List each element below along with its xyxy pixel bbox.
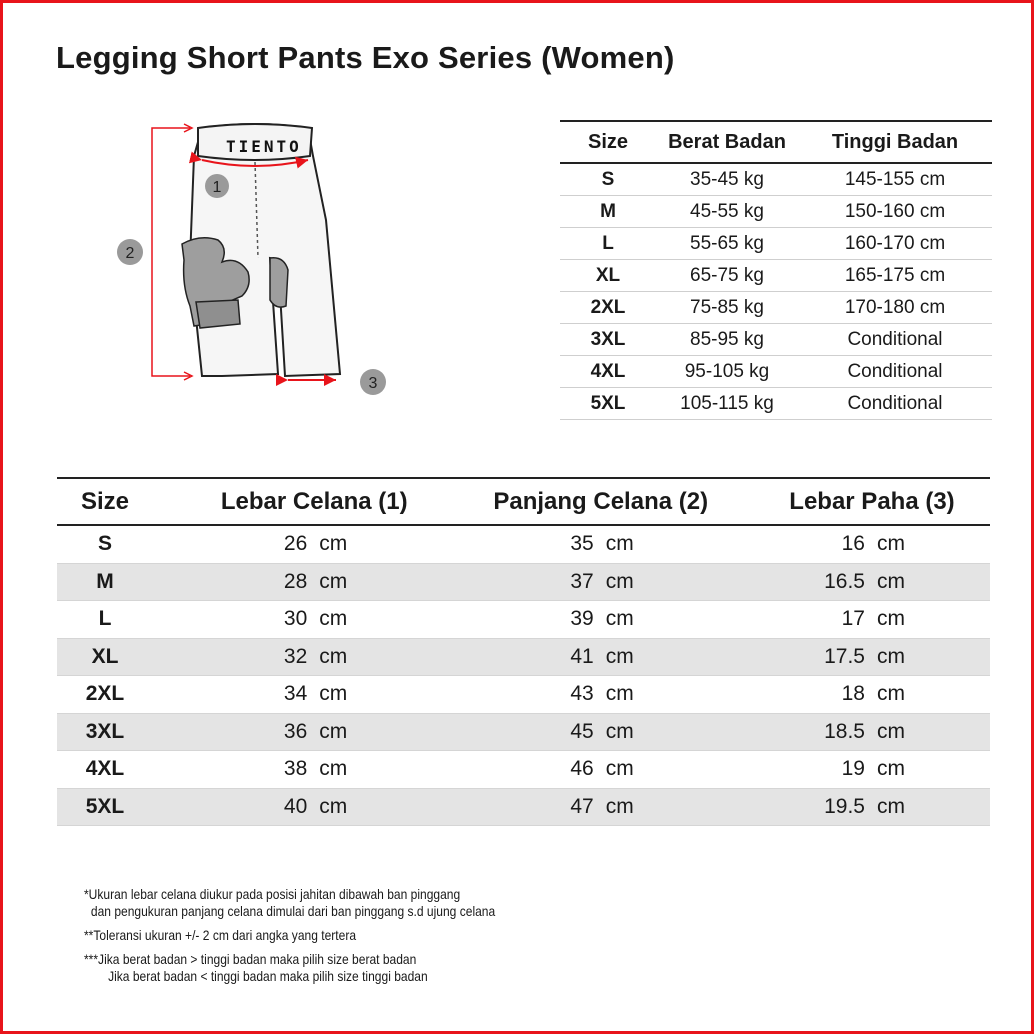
header-size: Size — [81, 487, 130, 515]
table-row: S 26 cm 35 cm 16 cm — [57, 525, 990, 563]
table-row: XL 65-75 kg 165-175 cm — [560, 260, 992, 292]
footnotes — [84, 886, 600, 992]
table-row: 3XL 36 cm 45 cm 18.5 cm — [57, 713, 990, 751]
note-measurement: *Ukuran lebar celana diukur pada posisi jahitan dibawah ban pinggang dan pengukuran panjang celana dimulai dari ban pinggang s.d ujung celana — [84, 886, 496, 919]
header-waist-width: Lebar Celana (1) — [220, 487, 408, 515]
table-row: S 35-45 kg 145-155 cm — [560, 163, 992, 196]
table-row: 5XL 40 cm 47 cm 19.5 cm — [57, 788, 990, 826]
garment-size-table — [57, 477, 990, 826]
note-size-choice: ***Jika berat badan > tinggi badan maka pilih size berat badan Jika berat badan < tinggi badan maka pilih size tinggi badan — [84, 951, 428, 984]
table-row: M 45-55 kg 150-160 cm — [560, 196, 992, 228]
shorts-diagram — [110, 110, 400, 410]
svg-text:3: 3 — [368, 375, 378, 392]
header-weight: Berat Badan — [668, 130, 786, 153]
table-row: L 30 cm 39 cm 17 cm — [57, 601, 990, 639]
header-thigh-width: Lebar Paha (3) — [789, 487, 955, 515]
table-row: M 28 cm 37 cm 16.5 cm — [57, 563, 990, 601]
svg-text:2: 2 — [125, 245, 135, 262]
brand-logo-text: TIENTO — [226, 137, 302, 156]
table-row: 5XL 105-115 kg Conditional — [560, 388, 992, 420]
header-height: Tinggi Badan — [831, 130, 959, 153]
table-row: 2XL 75-85 kg 170-180 cm — [560, 292, 992, 324]
table-row: L 55-65 kg 160-170 cm — [560, 228, 992, 260]
table-row: XL 32 cm 41 cm 17.5 cm — [57, 638, 990, 676]
table-row: 3XL 85-95 kg Conditional — [560, 324, 992, 356]
table-row: 2XL 34 cm 43 cm 18 cm — [57, 676, 990, 714]
header-size: Size — [587, 130, 629, 153]
svg-text:1: 1 — [212, 179, 222, 196]
table-row: 4XL 95-105 kg Conditional — [560, 356, 992, 388]
header-length: Panjang Celana (2) — [493, 487, 709, 515]
table-row: 4XL 38 cm 46 cm 19 cm — [57, 751, 990, 789]
note-tolerance: **Toleransi ukuran +/- 2 cm dari angka yang tertera — [84, 927, 357, 943]
page-title: Legging Short Pants Exo Series (Women) — [56, 40, 675, 75]
body-size-table — [560, 120, 992, 420]
